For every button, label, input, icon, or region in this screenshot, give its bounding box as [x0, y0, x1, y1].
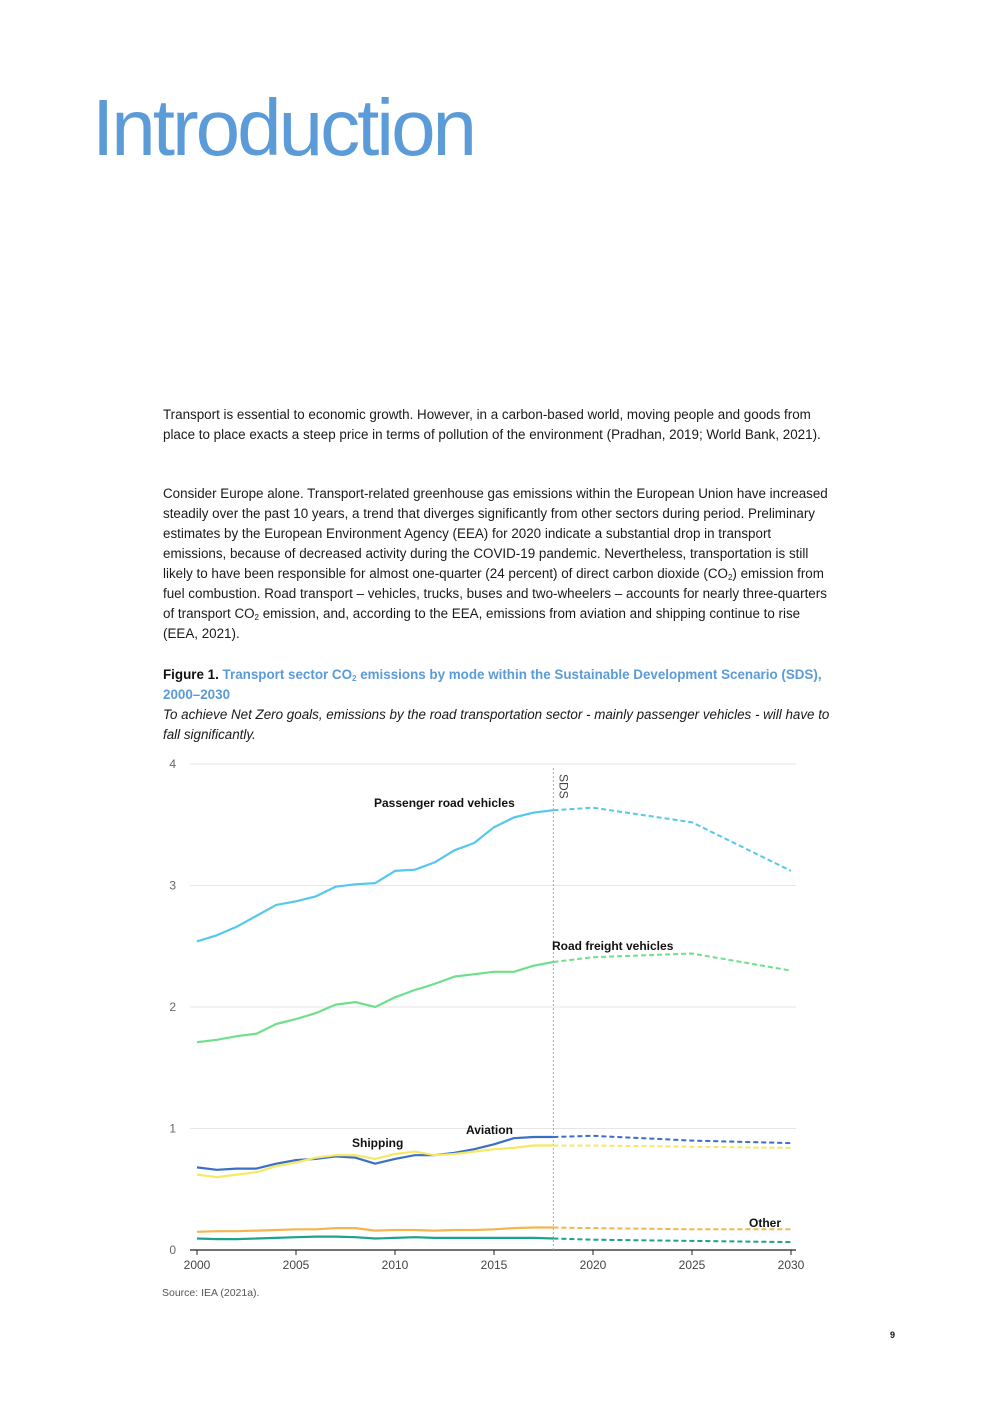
co2-subscript: 2: [352, 674, 357, 683]
series-label-passenger-road-vehicles: Passenger road vehicles: [374, 796, 515, 810]
series-projection-unlabelled: [553, 1239, 791, 1243]
series-line-other: [197, 1228, 553, 1232]
x-tick-label: 2030: [777, 1258, 805, 1272]
x-tick-label: 2010: [381, 1258, 409, 1272]
figure-title: [163, 667, 822, 702]
y-tick-label: 4: [169, 757, 176, 771]
figure-caption: [163, 665, 835, 705]
y-tick-label: 3: [169, 878, 176, 893]
sds-marker-label: SDS: [556, 774, 571, 799]
series-projection-shipping: [553, 1146, 791, 1148]
series-line-road-freight-vehicles: [197, 962, 553, 1042]
paragraph-2-text-a: Consider Europe alone. Transport-related greenhouse gas emissions within the European Union have increased steadily over the past 10 years, a trend that diverges significantly from other sectors during period. Preliminary estimates by the European Environment Agency (EEA) for 2020 indicate a substantial drop in transport emissions, because of decreased activity during the COVID-19 pandemic. Nevertheless, transportation is still likely to have been responsible for almost one-quarter (24 percent) of direct carbon dioxide (CO: [163, 486, 828, 581]
series-label-road-freight-vehicles: Road freight vehicles: [552, 939, 674, 953]
series-line-shipping: [197, 1146, 553, 1178]
co2-subscript: 2: [727, 573, 733, 582]
series-projection-aviation: [553, 1136, 791, 1143]
x-tick-label: 2005: [282, 1258, 310, 1272]
series-line-passenger-road-vehicles: [197, 810, 553, 941]
figure-label: Figure 1.: [163, 667, 219, 682]
series-label-shipping: Shipping: [352, 1136, 404, 1150]
x-tick-label: 2025: [678, 1258, 706, 1272]
paragraph-2-text-b: ) emission from fuel combustion. Road transport – vehicles, trucks, buses and two-wheelers – accounts for nearly three-quarters of transport CO: [163, 566, 827, 621]
x-tick-label: 2020: [579, 1258, 607, 1272]
figure-source: Source: IEA (2021a).: [162, 1287, 260, 1299]
co2-subscript: 2: [254, 613, 259, 622]
paragraph-2-text-c: emission, and, according to the EEA, emissions from aviation and shipping continue to rise (EEA, 2021).: [163, 606, 801, 641]
series-label-other: Other: [749, 1216, 782, 1230]
y-tick-label: 0: [169, 1243, 176, 1257]
intro-paragraph-2: [163, 484, 835, 644]
intro-paragraph-1: Transport is essential to economic growth. However, in a carbon-based world, moving people and goods from place to place exacts a steep price in terms of pollution of the environment (Pradhan, 2019; World Bank, 2021).: [163, 407, 821, 442]
page-title: Introduction: [92, 83, 475, 172]
series-projection-road-freight-vehicles: [553, 954, 791, 971]
figure-subtitle: To achieve Net Zero goals, emissions by the road transportation sector - mainly passenger vehicles - will have to fall significantly.: [163, 707, 830, 742]
emissions-line-chart: [150, 752, 810, 1282]
y-tick-label: 1: [169, 1121, 176, 1136]
series-projection-passenger-road-vehicles: [553, 808, 791, 871]
series-label-aviation: Aviation: [466, 1123, 513, 1137]
figure-title-text-a: Transport sector CO: [222, 667, 353, 682]
x-tick-label: 2015: [480, 1258, 508, 1272]
series-line-unlabelled: [197, 1237, 553, 1240]
y-tick-label: 2: [169, 1000, 176, 1014]
figure-title-text-b: emissions by mode within the Sustainable Development Scenario (SDS), 2000–2030: [163, 667, 822, 702]
x-tick-label: 2000: [183, 1258, 211, 1272]
page-number: 9: [890, 1330, 896, 1340]
